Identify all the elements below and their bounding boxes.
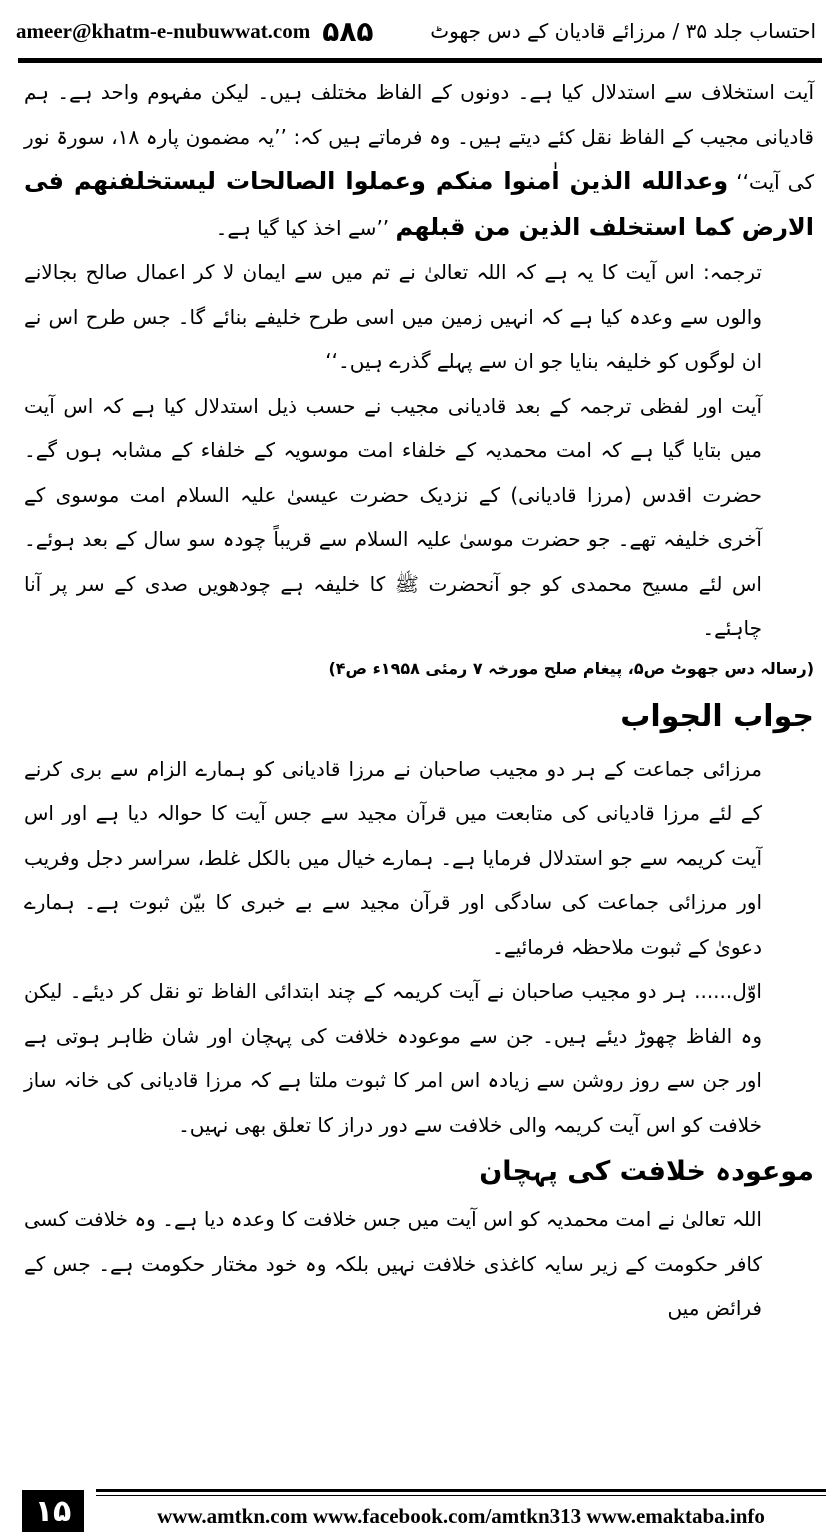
paragraph-intro-end: ’’سے اخذ کیا گیا ہے۔ [215,215,390,240]
quran-verse: وعدالله الذین اٰمنوا منکم وعملوا الصالحات لیستخلفنهم فی الارض کما استخلف الذین من قبلهم [24,167,814,241]
section-heading-identification: موعودہ خلافت کی پہچان [479,1156,814,1187]
header-title: احتساب جلد ۳۵ / مرزائے قادیان کے دس جھوٹ [430,19,816,43]
section-heading-reply: جواب الجواب [620,698,814,734]
paragraph-intro [24,70,814,250]
footer-rule-thin [96,1495,826,1496]
header-email: ameer@khatm-e-nubuwwat.com [16,18,311,43]
footer-urls: www.amtkn.com www.facebook.com/amtkn313 www.emaktaba.info [157,1504,765,1528]
footer-rule [96,1489,826,1492]
footer-page-number: ۱۵ [22,1490,84,1532]
paragraph-intro-text: آیت استخلاف سے استدلال کیا ہے۔ دونوں کے الفاظ مختلف ہیں۔ لیکن مفہوم واحد ہے۔ ہم قادیانی مجیب کے الفاظ نقل کئے دیتے ہیں۔ وہ فرماتے ہیں کہ: ’’یہ مضمون پارہ ۱۸، سورۃ نور کی آیت‘‘ [24,80,815,194]
page-header [16,14,820,48]
header-page-number: ۵۸۵ [322,14,374,48]
reply-paragraph: مرزائی جماعت کے ہر دو مجیب صاحبان نے مرزا قادیانی کو ہمارے الزام سے بری کرنے کے لئے مرزا قادیانی کی متابعت میں قرآن مجید سے جس آیت کا حوالہ دیا ہے اور اس آیت کریمہ سے جو استدلال فرمایا ہے۔ ہمارے خیال میں بالکل غلط، سراسر دجل وفریب اور مرزائی جماعت کی سادگی اور قرآن مجید سے بے خبری کا بیّن ثبوت ہے۔ ہمارے دعویٰ کے ثبوت ملاحظہ فرمائیے۔ [24,756,762,959]
identification-paragraph: اللہ تعالیٰ نے امت محمدیہ کو اس آیت میں جس خلافت کا وعدہ دیا ہے۔ وہ خلافت کسی کافر حکومت کے زیر سایہ کاغذی خلافت نہیں بلکہ وہ خود مختار حکومت ہے۔ جس کے فرائض میں [24,1207,762,1320]
first-point-paragraph: اوّل...... ہر دو مجیب صاحبان نے آیت کریمہ کے چند ابتدائی الفاظ تو نقل کر دیئے۔ لیکن وہ الفاظ چھوڑ دیئے ہیں۔ جن سے موعودہ خلافت کی پہچان اور شان ظاہر ہوتی ہے اور جن سے روز روشن سے زیادہ اس امر کا ثبوت ملتا ہے کہ مرزا قادیانی کی خانہ ساز خلافت کو اس آیت کریمہ والی خلافت سے دور دراز کا تعلق بھی نہیں۔ [24,979,762,1137]
page-body [24,70,814,1331]
header-left [16,15,374,48]
header-rule [18,58,822,63]
reference-citation: (رسالہ دس جھوٹ ص۵، پیغام صلح مورخہ ۷ رمئی ۱۹۵۸ء ص۴) [328,658,814,678]
translation-paragraph: ترجمہ: اس آیت کا یہ ہے کہ اللہ تعالیٰ نے تم میں سے ایمان لا کر اعمال صالح بجالانے والوں سے وعدہ کیا ہے کہ انہیں زمین میں اسی طرح خلیفے بنائے گا۔ جس طرح اس نے ان لوگوں کو خلیفہ بنایا جو ان سے پہلے گذرے ہیں۔‘‘ [24,260,762,373]
argument-paragraph: آیت اور لفظی ترجمہ کے بعد قادیانی مجیب نے حسب ذیل استدلال کیا ہے کہ اس آیت میں بتایا گیا ہے کہ امت محمدیہ کے خلفاء امت موسویہ کے خلفاء کے مشابہ ہوں گے۔ حضرت اقدس (مرزا قادیانی) کے نزدیک حضرت عیسیٰ علیہ السلام امت موسوی کے آخری خلیفہ تھے۔ جو حضرت موسیٰ علیہ السلام سے قریباً چودہ سو سال کے بعد ہوئے۔ اس لئے مسیح محمدی کو جو آنحضرت ﷺ کا خلیفہ ہے چودھویں صدی کے سر پر آنا چاہئے۔ [24,393,762,640]
